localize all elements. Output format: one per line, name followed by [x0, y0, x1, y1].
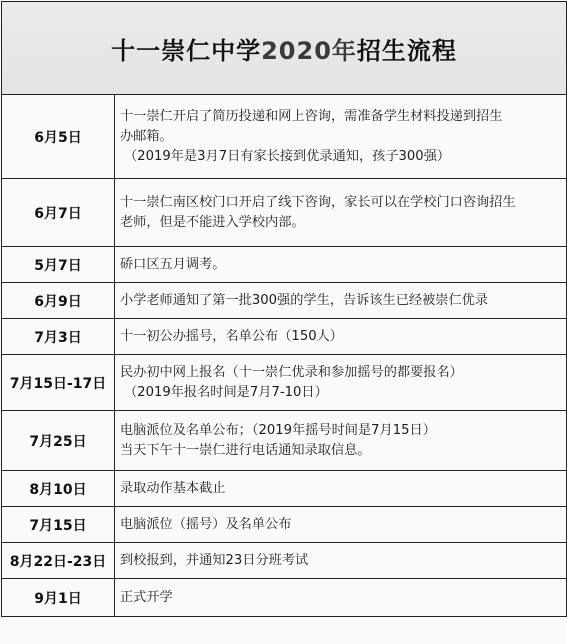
row-description	[115, 319, 567, 355]
description-line: 正式开学	[120, 589, 173, 605]
description-line: 十一初公办摇号，名单公布（150人）	[120, 328, 343, 344]
description-line: 十一崇仁南区校门口开启了线下咨询，家长可以在学校门口咨询招生	[120, 194, 516, 210]
description-line: 小学老师通知了第一批300强的学生，告诉该生已经被崇仁优录	[120, 292, 489, 308]
description-note: （2019年报名时间是7月7-10日）	[124, 384, 328, 400]
row-description	[115, 179, 567, 247]
row-date: 8月22日-23日	[2, 543, 115, 579]
row-date: 7月25日	[2, 411, 115, 471]
table-row	[2, 507, 567, 543]
title-row	[2, 2, 567, 95]
table-row	[2, 247, 567, 283]
table-row	[2, 579, 567, 617]
row-description	[115, 579, 567, 617]
description-line: 老师，但是不能进入学校内部。	[120, 214, 305, 230]
row-description	[115, 283, 567, 319]
row-date: 7月15日	[2, 507, 115, 543]
description-note: （2019年是3月7日有家长接到优录通知，孩子300强）	[124, 148, 451, 164]
title-suffix: 招生流程	[356, 36, 457, 65]
row-description	[115, 95, 567, 179]
table-row	[2, 95, 567, 179]
row-description	[115, 411, 567, 471]
row-date: 8月10日	[2, 471, 115, 507]
description-line: 民办初中网上报名（十一崇仁优录和参加摇号的都要报名）	[120, 364, 463, 380]
row-description	[115, 471, 567, 507]
row-date: 5月7日	[2, 247, 115, 283]
row-date: 6月7日	[2, 179, 115, 247]
title-prefix: 十一崇仁中学	[111, 36, 262, 65]
description-line: 电脑派位（摇号）及名单公布	[120, 516, 292, 532]
row-description	[115, 507, 567, 543]
title-year: 2020年	[261, 36, 357, 65]
table-row	[2, 179, 567, 247]
row-date: 7月15日-17日	[2, 355, 115, 411]
admission-flow-table	[1, 1, 567, 617]
description-line: 办邮箱。	[120, 128, 173, 144]
description-line: 录取动作基本截止	[120, 480, 226, 496]
table-row	[2, 355, 567, 411]
table-row	[2, 283, 567, 319]
row-description	[115, 247, 567, 283]
description-line: 当天下午十一崇仁进行电话通知录取信息。	[120, 442, 371, 458]
row-date: 6月5日	[2, 95, 115, 179]
row-description	[115, 355, 567, 411]
description-line: 十一崇仁开启了简历投递和网上咨询，需准备学生材料投递到招生	[120, 108, 503, 124]
table-row	[2, 411, 567, 471]
table-row	[2, 471, 567, 507]
description-line: 到校报到，并通知23日分班考试	[120, 552, 309, 568]
row-date: 7月3日	[2, 319, 115, 355]
row-date: 9月1日	[2, 579, 115, 617]
description-line: 电脑派位及名单公布；（2019年摇号时间是7月15日）	[120, 422, 436, 438]
row-description	[115, 543, 567, 579]
description-line: 硚口区五月调考。	[120, 256, 226, 272]
table-row	[2, 319, 567, 355]
table-row	[2, 543, 567, 579]
table-title	[2, 2, 567, 95]
row-date: 6月9日	[2, 283, 115, 319]
